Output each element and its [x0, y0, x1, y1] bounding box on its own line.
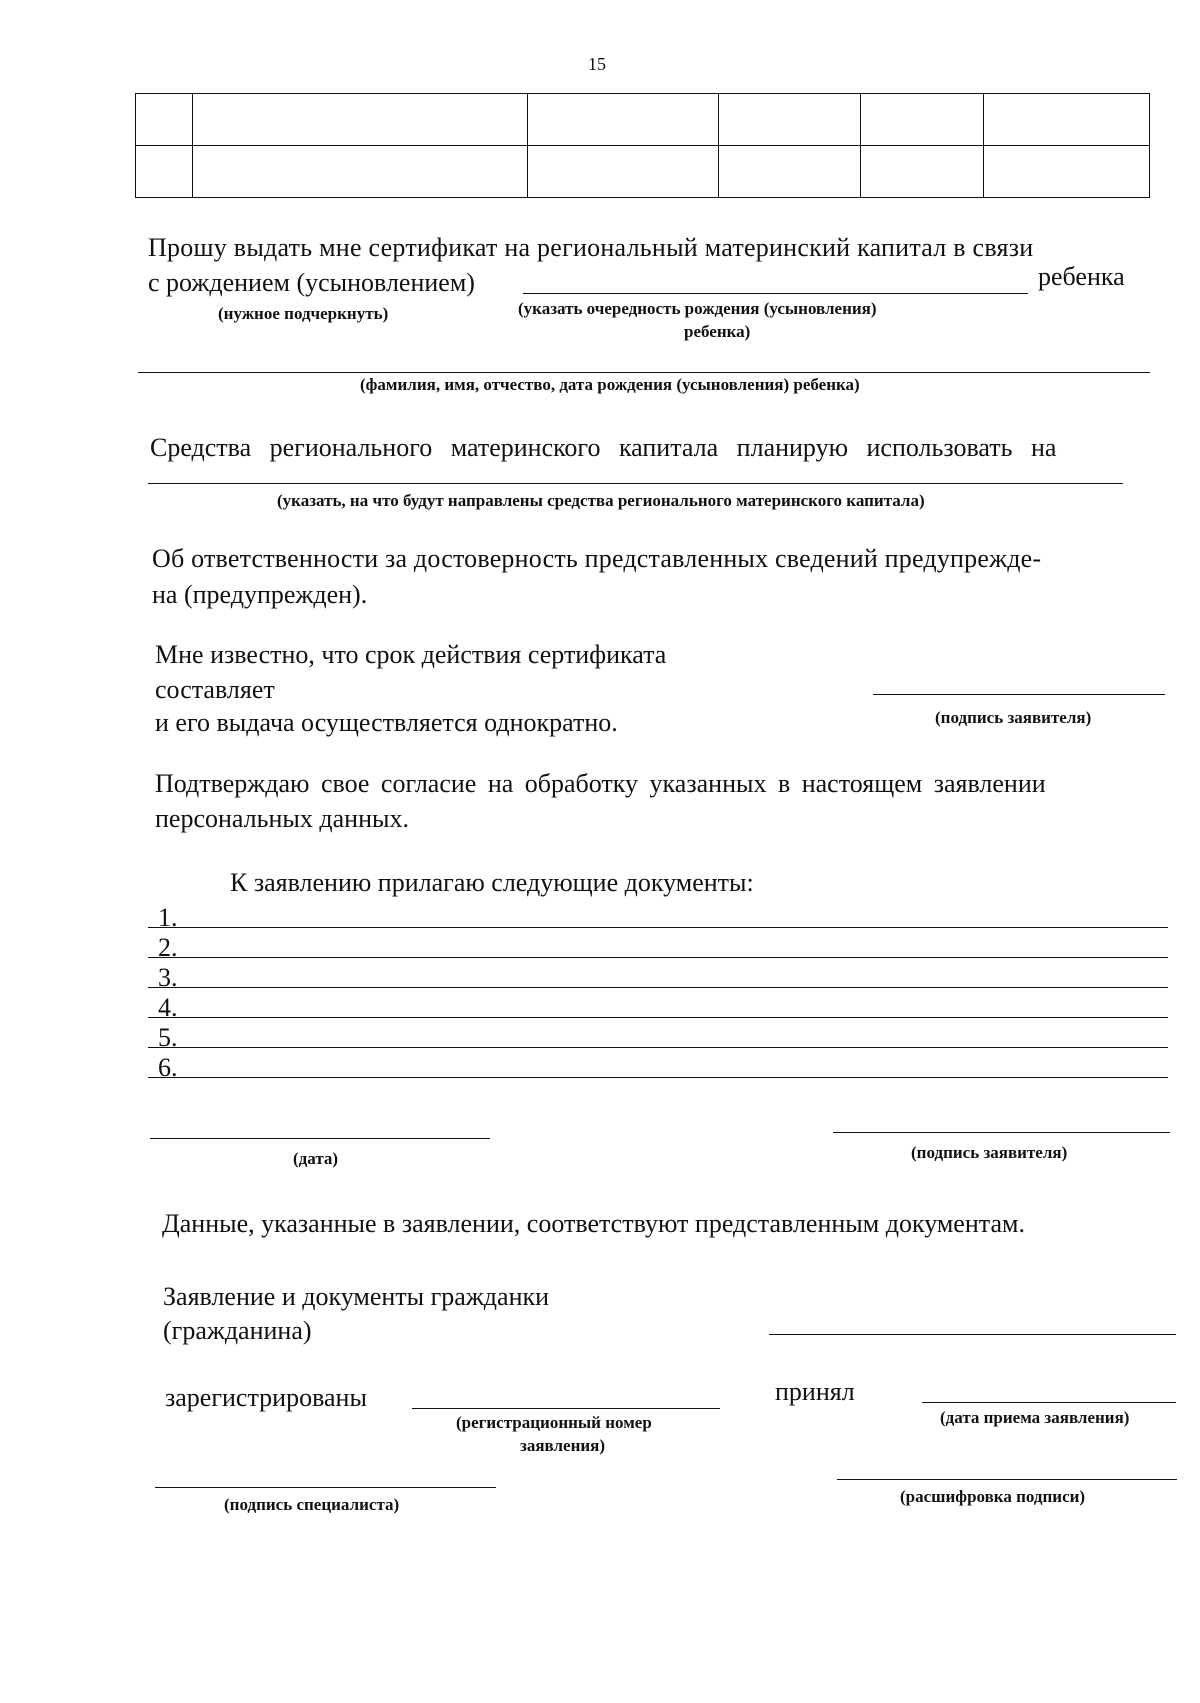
hint-acceptance-date: (дата приема заявления)	[940, 1408, 1130, 1427]
documents-heading: К заявлению прилагаю следующие документы:	[230, 868, 754, 897]
signature-decode-field[interactable]	[837, 1479, 1177, 1480]
cert-request-line2-prefix: с рождением (усыновлением)	[148, 268, 475, 297]
applicant-signature-field-2[interactable]	[833, 1132, 1170, 1133]
document-item-2: 2.	[158, 933, 178, 962]
birth-order-field[interactable]	[523, 293, 1028, 294]
document-item-6: 6.	[158, 1053, 178, 1082]
hint-specialist-signature: (подпись специалиста)	[224, 1495, 400, 1514]
table-row	[136, 146, 1150, 198]
hint-registration-number-2: заявления)	[520, 1436, 606, 1455]
table-row	[136, 94, 1150, 146]
hint-applicant-signature-2: (подпись заявителя)	[911, 1143, 1068, 1162]
validity-line1: Мне известно, что срок действия сертификата	[155, 640, 667, 669]
hint-underline: (нужное подчеркнуть)	[218, 304, 389, 323]
table-cell	[136, 94, 193, 146]
table-cell	[719, 146, 861, 198]
hint-applicant-signature: (подпись заявителя)	[935, 708, 1092, 727]
validity-line2: составляет	[155, 675, 275, 704]
hint-birth-order: (указать очередность рождения (усыновления)	[518, 299, 877, 318]
hint-child-name: (фамилия, имя, отчество, дата рождения (усыновления) ребенка)	[360, 375, 860, 394]
hint-signature-decode: (расшифровка подписи)	[900, 1487, 1086, 1506]
registration-number-field[interactable]	[412, 1408, 720, 1409]
docs-of-citizen-line1: Заявление и документы гражданки	[163, 1282, 550, 1311]
table-cell	[719, 94, 861, 146]
document-field-1[interactable]	[148, 927, 1168, 928]
table-cell	[528, 146, 719, 198]
table-cell	[861, 146, 984, 198]
header-table	[135, 93, 1150, 198]
verification-text: Данные, указанные в заявлении, соответствуют представленным документам.	[162, 1209, 1025, 1238]
date-field[interactable]	[150, 1138, 490, 1139]
accepted-label: принял	[775, 1377, 855, 1406]
specialist-signature-field[interactable]	[155, 1487, 496, 1488]
acceptance-date-field[interactable]	[922, 1402, 1176, 1403]
table-cell	[984, 146, 1150, 198]
hint-registration-number: (регистрационный номер	[456, 1413, 652, 1432]
funds-usage-field[interactable]	[148, 483, 1123, 484]
document-field-6[interactable]	[148, 1077, 1168, 1078]
validity-line3: и его выдача осуществляется однократно.	[155, 708, 618, 737]
table-cell	[528, 94, 719, 146]
hint-birth-order-2: ребенка)	[684, 322, 751, 341]
docs-of-citizen-line2: (гражданина)	[163, 1316, 312, 1345]
table-cell	[193, 94, 528, 146]
table-cell	[984, 94, 1150, 146]
document-item-3: 3.	[158, 963, 178, 992]
cert-request-line1: Прошу выдать мне сертификат на региональный материнский капитал в связи	[148, 233, 1034, 262]
page-number: 15	[588, 54, 606, 74]
cert-request-line2-suffix: ребенка	[1038, 262, 1125, 291]
responsibility-line2: на (предупрежден).	[152, 580, 368, 609]
table-cell	[193, 146, 528, 198]
applicant-signature-field[interactable]	[873, 694, 1165, 695]
consent-line1: Подтверждаю свое согласие на обработку указанных в настоящем заявлении	[155, 769, 1046, 798]
table-cell	[861, 94, 984, 146]
responsibility-line1: Об ответственности за достоверность представленных сведений предупрежде-	[152, 544, 1042, 573]
citizen-name-field[interactable]	[769, 1334, 1176, 1335]
document-field-4[interactable]	[148, 1017, 1168, 1018]
document-field-3[interactable]	[148, 987, 1168, 988]
hint-funds-usage: (указать, на что будут направлены средства регионального материнского капитала)	[277, 491, 925, 510]
hint-date: (дата)	[293, 1149, 339, 1168]
consent-line2: персональных данных.	[155, 804, 409, 833]
registered-label: зарегистрированы	[165, 1383, 367, 1412]
document-item-1: 1.	[158, 903, 178, 932]
table-cell	[136, 146, 193, 198]
document-item-5: 5.	[158, 1023, 178, 1052]
funds-usage-text: Средства регионального материнского капитала планирую использовать на	[150, 433, 1057, 462]
document-field-5[interactable]	[148, 1047, 1168, 1048]
child-name-field[interactable]	[138, 372, 1150, 373]
document-item-4: 4.	[158, 993, 178, 1022]
document-field-2[interactable]	[148, 957, 1168, 958]
